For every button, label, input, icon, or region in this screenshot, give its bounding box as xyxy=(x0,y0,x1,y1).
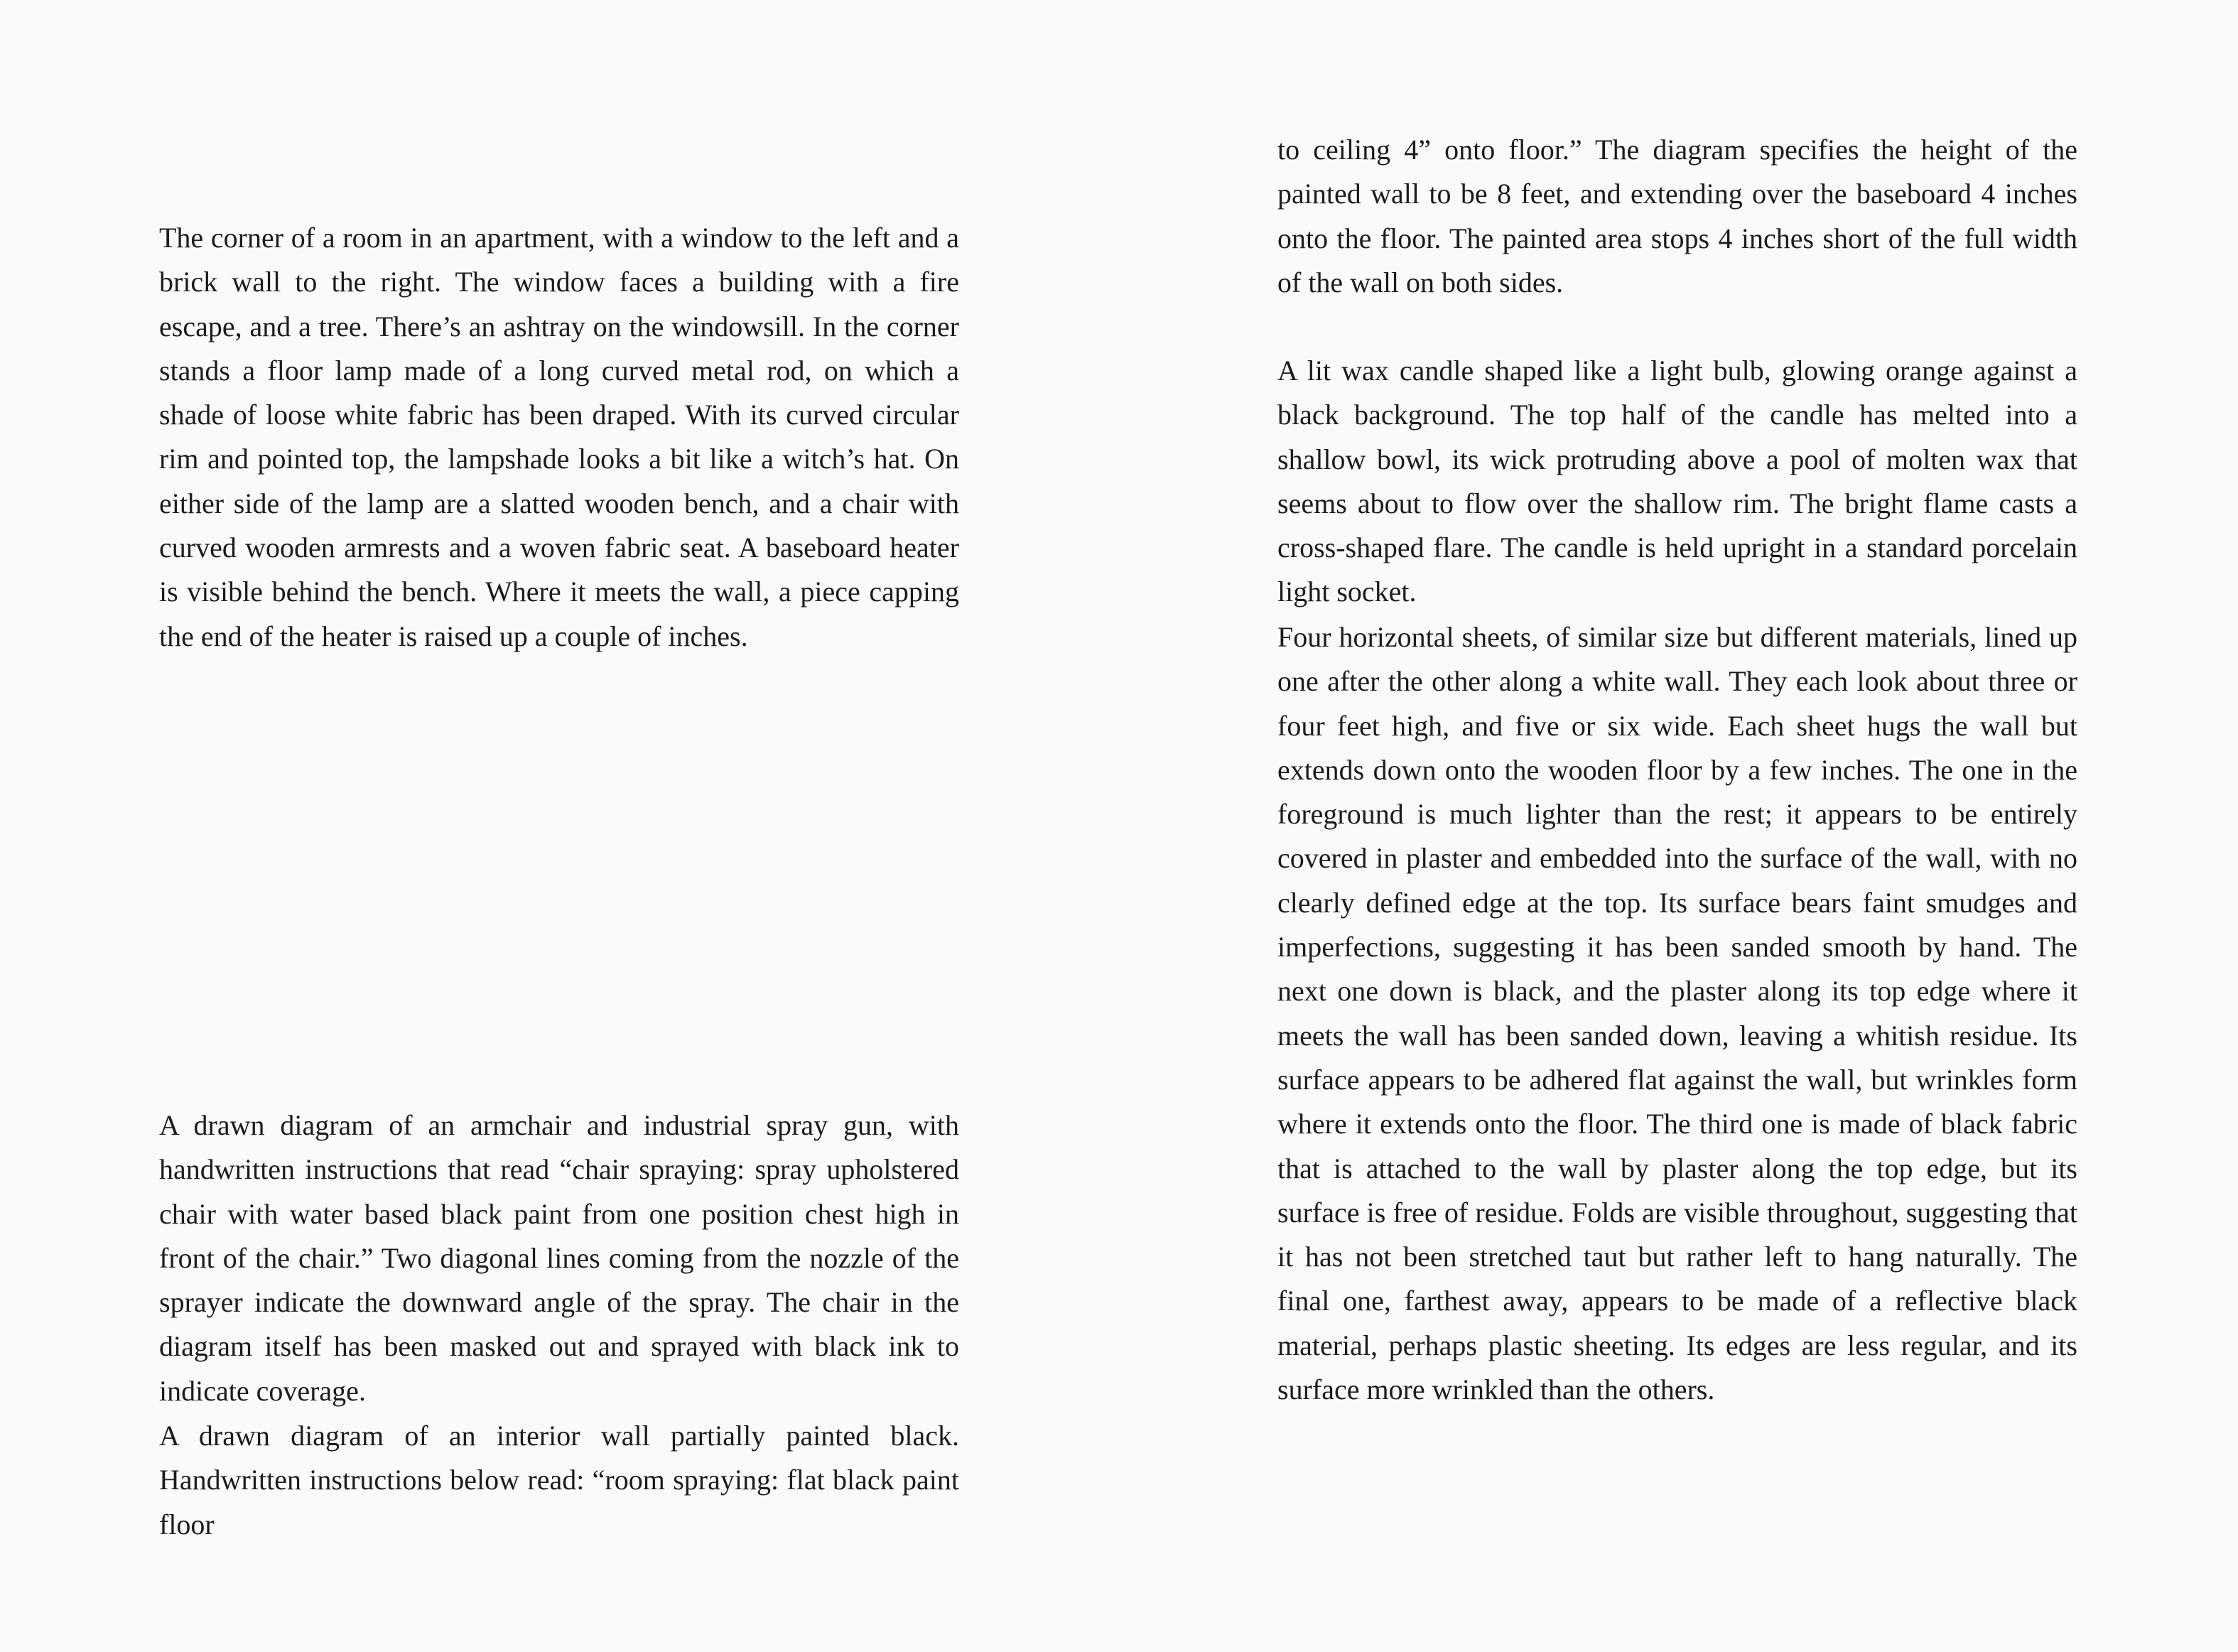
sheets-paragraph: Four horizontal sheets, of similar size but different materials, lined up one after the other along a white wall. They each look about three or four feet high, and five or six wide. Each sheet hugs the wall but extends down onto the wooden floor by a few inches. The one in the foreground is much lighter than the rest; it appears to be entirely covered in plaster and embedded into the surface of the wall, with no clearly defined edge at the top. Its surface bears faint smudges and imperfections, suggesting it has been sanded smooth by hand. The next one down is black, and the plaster along its top edge where it meets the wall has been sanded down, leaving a whitish residue. Its surface appears to be adhered flat against the wall, but wrinkles form where it extends onto the floor. The third one is made of black fabric that is attached to the wall by plaster along the top edge, but its surface is free of residue. Folds are visible throughout, suggesting that it has not been stretched taut but rather left to hang naturally. The final one, farthest away, appears to be made of a reflective black material, perhaps plastic sheeting. Its edges are less regular, and its surface more wrinkled than the others. xyxy=(1277,621,2077,1406)
left-page xyxy=(159,0,959,1652)
room-corner-paragraph: The corner of a room in an apartment, with a window to the left and a brick wall to the right. The window faces a building with a fire escape, and a tree. There’s an ashtray on the windowsill. In the corner stands a floor lamp made of a long curved metal rod, on which a shade of loose white fabric has been draped. With its curved circular rim and pointed top, the lampshade looks a bit like a witch’s hat. On either side of the lamp are a slatted wooden bench, and a chair with curved wooden armrests and a woven fabric seat. A baseboard heater is visible behind the bench. Where it meets the wall, a piece capping the end of the heater is raised up a couple of inches. xyxy=(159,222,959,652)
chair-diagram-paragraph: A drawn diagram of an armchair and industrial spray gun, with handwritten instructions that read “chair spraying: spray upholstered chair with water based black paint from one position chest high in front of the chair.” Two diagonal lines coming from the nozzle of the sprayer indicate the downward angle of the spray. The chair in the diagram itself has been masked out and sprayed with black ink to indicate coverage. xyxy=(159,1109,959,1407)
wall-diagram-paragraph-end: to ceiling 4” onto floor.” The diagram specifies the height of the painted wall to be 8 feet, and extending over the baseboard 4 inches onto the floor. The painted area stops 4 inches short of the full width of the wall on both sides. xyxy=(1277,134,2077,298)
wall-diagram-paragraph-start: A drawn diagram of an interior wall partially painted black. Handwritten instructions below read: “room spraying: flat black paint floor xyxy=(159,1420,959,1540)
candle-paragraph: A lit wax candle shaped like a light bulb, glowing orange against a black background. The top half of the candle has melted into a shallow bowl, its wick protruding above a pool of molten wax that seems about to flow over the shallow rim. The bright flame casts a cross-shaped flare. The candle is held upright in a standard porcelain light socket. xyxy=(1277,355,2077,608)
right-page xyxy=(1277,0,2077,1652)
